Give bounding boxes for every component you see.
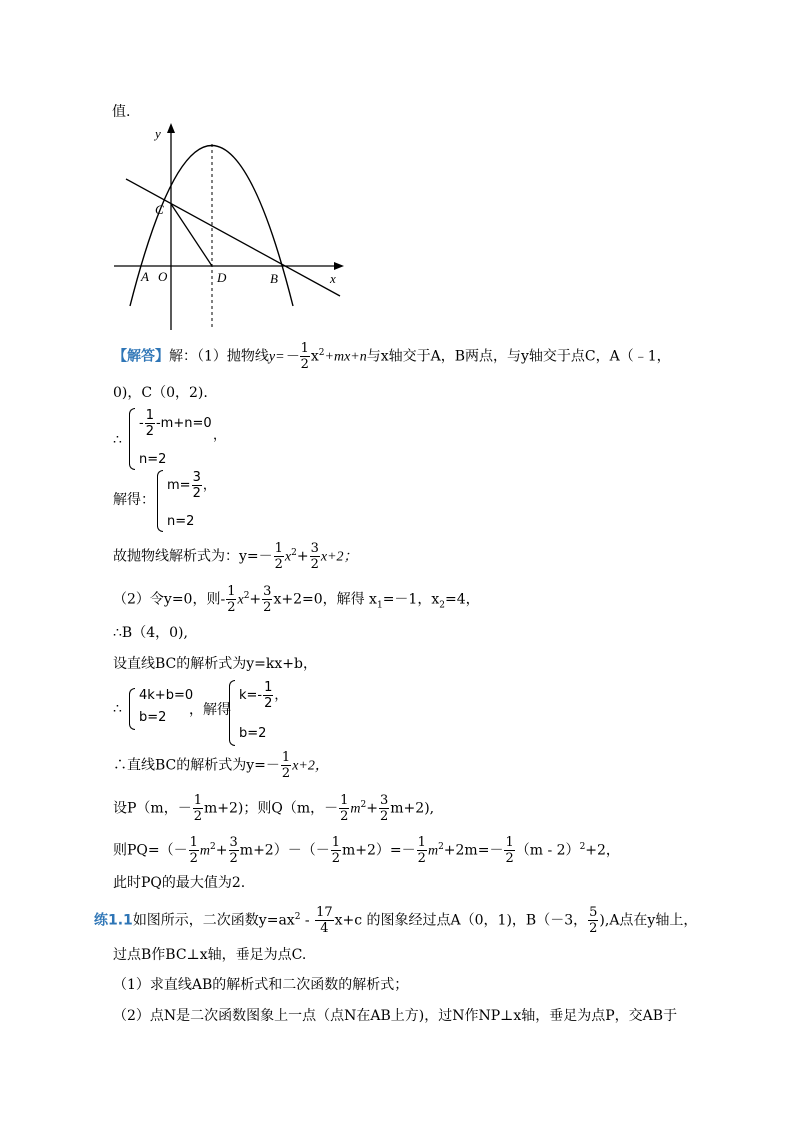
fraction-one-half: $\frac{1}{2}$ [300, 341, 309, 372]
equation-system-2: m= $\frac{3}{2}$ ， n=2 [155, 470, 235, 532]
x-axis-arrow [334, 262, 344, 270]
answer-text: x [310, 348, 319, 365]
answer-text: 解：（1）抛物线 [169, 348, 269, 365]
label-a: A [141, 269, 149, 284]
answer-line-2: 0)，C（0，2). [113, 385, 208, 401]
answer-tag: 【解答】 [113, 348, 169, 365]
segment-cd [171, 204, 212, 266]
max-value-line: 此时PQ的最大值为2. [113, 875, 246, 891]
label-c: C [155, 202, 164, 217]
point-b-line: ∴B（4，0), [113, 625, 188, 641]
y-axis-arrow [167, 123, 175, 133]
intro-text: 值. [112, 104, 131, 120]
equation-system-1: - $\frac{1}{2}$ -m+n=0 n=2 ， [127, 408, 247, 470]
label-d: D [217, 270, 227, 285]
exercise-line-1: 练1.1如图所示，二次函数$y=ax^2$ - $\frac{17}{4}$ x+c 的图象经过点A（0，1)，B（－3， $\frac{5}{2}$ ),A点在y轴上， [94, 905, 698, 936]
exercise-question-1: （1）求直线AB的解析式和二次函数的解析式； [113, 977, 409, 993]
answer-line-1: 【解答】解：（1）抛物线y=－ $\frac{1}{2}$ $x^2+mx+n$与x轴交于A，B两点，与y轴交于点C，A（﹣1， [113, 341, 671, 372]
label-o: O [158, 269, 168, 284]
label-b: B [270, 271, 278, 286]
pq-expression: 则PQ=（－ $\frac{1}{2}$ $m^2+$ $\frac{3}{2}$ m+2）－（－ $\frac{1}{2}$ m+2）=－ $\frac{1}{2}$ $m^2+2m=-$ $\frac{1}{2}$ （m - 2）$^2$+2， [113, 835, 620, 866]
y-axis-label: y [155, 126, 161, 141]
part-2-line: （2）令y=0，则- $\frac{1}{2}$ $x^2+$ $\frac{3}{2}$ x+2=0，解得 $x_1=-1$，$x_2=4$， [113, 584, 480, 615]
exercise-tag: 练1.1 [94, 912, 133, 929]
solve-label: 解得： [113, 492, 155, 508]
equation-system-4: k=- $\frac{1}{2}$ ， b=2 [227, 680, 307, 746]
answer-text: +mx+n [324, 349, 367, 365]
bc-expression: ∴直线BC的解析式为y=－ $\frac{1}{2}$ x+2， [113, 750, 329, 781]
parabola-expression: 故抛物线解析式为：y=－ $\frac{1}{2}$ $x^2+$ $\frac{3}{2}$ x+2； [113, 541, 358, 572]
therefore-symbol-2: ∴ [113, 701, 122, 717]
therefore-symbol: ∴ [113, 432, 122, 448]
x-axis-label: x [330, 271, 336, 286]
equation-system-3: 4k+b=0 b=2 ，解得 [127, 688, 407, 752]
set-p-q-line: 设P（m，－ $\frac{1}{2}$ m+2)；则Q（m，－ $\frac{1}{2}$ $m^2+$ $\frac{3}{2}$ m+2), [113, 793, 435, 824]
answer-text: 与x轴交于A，B两点，与y轴交于点C，A（﹣1， [366, 348, 671, 365]
exercise-question-2: （2）点N是二次函数图象上一点（点N在AB上方)，过N作NP⊥x轴，垂足为点P，交AB于 [113, 1008, 678, 1024]
set-bc-line: 设直线BC的解析式为y=kx+b， [113, 656, 317, 672]
exercise-line-2: 过点B作BC⊥x轴，垂足为点C. [113, 947, 307, 963]
parabola-figure [108, 120, 358, 335]
answer-text: y=－ [268, 349, 299, 365]
